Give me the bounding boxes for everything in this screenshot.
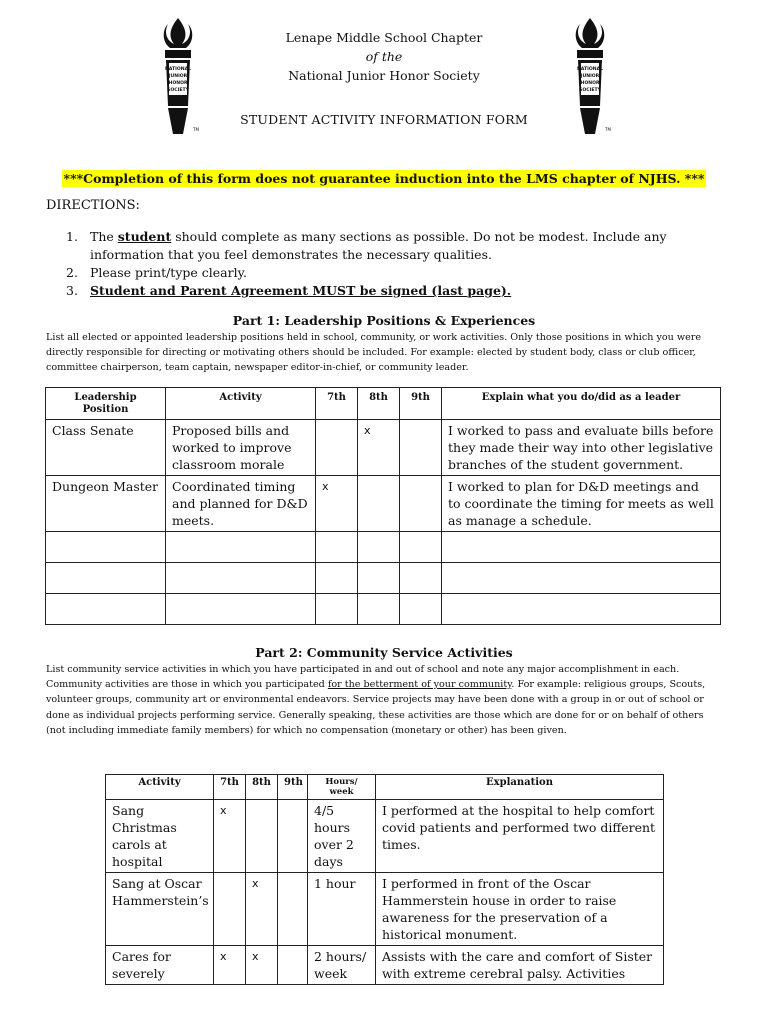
induction-notice [0, 168, 768, 187]
logo-text-line4: SOCIETY [579, 88, 601, 93]
empty-table-row [46, 563, 721, 594]
explanation-cell[interactable] [442, 532, 721, 563]
hours-cell[interactable]: 1 hour [308, 873, 376, 946]
table-row [46, 420, 721, 476]
grade-7-cell[interactable]: x [316, 476, 358, 532]
community-service-table [105, 774, 664, 985]
grade-9-cell[interactable] [400, 476, 442, 532]
activity-cell[interactable]: Cares for severely [106, 946, 214, 985]
form-title: STUDENT ACTIVITY INFORMATION FORM [240, 112, 528, 127]
position-cell[interactable]: Class Senate [46, 420, 166, 476]
direction-number: 1. [66, 229, 78, 244]
chapter-of-the: of the [365, 49, 403, 64]
grade-7-cell[interactable] [316, 594, 358, 625]
activity-cell[interactable] [166, 563, 316, 594]
chapter-header [0, 28, 768, 85]
part1-title: Part 1: Leadership Positions & Experiences [232, 313, 536, 328]
part2-title: Part 2: Community Service Activities [255, 645, 513, 660]
grade-8-cell[interactable]: x [246, 946, 278, 985]
grade-8-cell[interactable] [358, 563, 400, 594]
grade-9-cell[interactable] [278, 800, 308, 873]
grade-8-cell[interactable] [358, 532, 400, 563]
induction-notice-text: ***Completion of this form does not guarantee induction into the LMS chapter of NJHS. *** [63, 171, 705, 186]
position-cell[interactable] [46, 594, 166, 625]
explanation-cell[interactable] [442, 563, 721, 594]
direction-item [66, 228, 726, 264]
logo-text-line2: JUNIOR [580, 74, 600, 79]
directions-list [66, 228, 726, 300]
grade-8-cell[interactable]: x [358, 420, 400, 476]
grade-7-cell[interactable] [214, 873, 246, 946]
explanation-cell[interactable] [442, 594, 721, 625]
column-header: 7th [316, 388, 358, 420]
column-header: Activity [166, 388, 316, 420]
grade-9-cell[interactable] [278, 946, 308, 985]
column-header: Hours/ week [308, 775, 376, 800]
grade-9-cell[interactable] [400, 420, 442, 476]
explanation-cell[interactable]: I performed in front of the Oscar Hammerstein house in order to raise awareness for the preservation of a historical monument. [376, 873, 664, 946]
grade-7-cell[interactable] [316, 420, 358, 476]
activity-cell[interactable]: Coordinated timing and planned for D&D meets. [166, 476, 316, 532]
grade-9-cell[interactable] [278, 873, 308, 946]
explanation-cell[interactable]: I worked to pass and evaluate bills before they made their way into other legislative branches of the student government. [442, 420, 721, 476]
logo-tm: TM [193, 127, 199, 132]
direction-text: The student should complete as many sections as possible. Do not be modest. Include any information that you feel demonstrates the necessary qualities. [90, 229, 667, 262]
column-header: 7th [214, 775, 246, 800]
grade-9-cell[interactable] [400, 594, 442, 625]
grade-7-cell[interactable] [316, 532, 358, 563]
grade-8-cell[interactable] [246, 800, 278, 873]
activity-cell[interactable] [166, 532, 316, 563]
table-row [106, 946, 664, 985]
hours-cell[interactable]: 2 hours/ week [308, 946, 376, 985]
grade-8-cell[interactable] [358, 476, 400, 532]
direction-number: 2. [66, 265, 78, 280]
grade-8-cell[interactable]: x [246, 873, 278, 946]
table-header-row [46, 388, 721, 420]
logo-tm: TM [605, 127, 611, 132]
leadership-table [45, 387, 721, 625]
column-header: 8th [358, 388, 400, 420]
empty-table-row [46, 532, 721, 563]
logo-text-line1: NATIONAL [576, 67, 604, 72]
grade-8-cell[interactable] [358, 594, 400, 625]
column-header: 9th [278, 775, 308, 800]
table-row [106, 873, 664, 946]
explanation-cell[interactable]: I worked to plan for D&D meetings and to coordinate the timing for meets as well as manage a schedule. [442, 476, 721, 532]
activity-cell[interactable]: Proposed bills and worked to improve classroom morale [166, 420, 316, 476]
table-row [106, 800, 664, 873]
explanation-cell[interactable]: I performed at the hospital to help comfort covid patients and performed two different times. [376, 800, 664, 873]
logo-text-line3: HONOR [168, 81, 188, 86]
explanation-cell[interactable]: Assists with the care and comfort of Sister with extreme cerebral palsy. Activities [376, 946, 664, 985]
column-header: Leadership Position [46, 388, 166, 420]
direction-text: Please print/type clearly. [90, 265, 247, 280]
column-header: 9th [400, 388, 442, 420]
activity-cell[interactable]: Sang Christmas carols at hospital [106, 800, 214, 873]
chapter-name: Lenape Middle School Chapter [285, 30, 483, 45]
directions-heading: DIRECTIONS: [46, 198, 140, 213]
table-header-row [106, 775, 664, 800]
direction-text: Student and Parent Agreement MUST be signed (last page). [90, 283, 512, 298]
direction-number: 3. [66, 283, 78, 298]
empty-table-row [46, 594, 721, 625]
logo-text-line2: JUNIOR [168, 74, 188, 79]
position-cell[interactable] [46, 563, 166, 594]
part1-description: List all elected or appointed leadership positions held in school, community, or work activities. Only those positions in which you were directly responsible for directing or motivating others should be included. For example: elected by student body, class or club officer, committee chairperson, team captain, newspaper editor-in-chief, or community leader. [46, 332, 702, 374]
logo-text-line1: NATIONAL [164, 67, 192, 72]
position-cell[interactable]: Dungeon Master [46, 476, 166, 532]
part2-description: List community service activities in which you have participated in and out of school and note any major accomplishment in each. Community activities are those in which you participated for the betterment of your community. For example: religious groups, Scouts, volunteer groups, community art or environmental endeavors. Service projects may have been done with a group in or out of school or done as individual projects performing service. Generally speaking, these activities are those which are done for or on behalf of others (not including immediate family members) for which no compensation (monetary or other) has been given. [46, 664, 706, 736]
grade-9-cell[interactable] [400, 563, 442, 594]
logo-text-line3: HONOR [580, 81, 600, 86]
direction-item [66, 264, 726, 282]
grade-9-cell[interactable] [400, 532, 442, 563]
column-header: Explanation [376, 775, 664, 800]
column-header: 8th [246, 775, 278, 800]
logo-text-line4: SOCIETY [167, 88, 189, 93]
position-cell[interactable] [46, 532, 166, 563]
grade-7-cell[interactable]: x [214, 946, 246, 985]
society-name: National Junior Honor Society [288, 68, 480, 83]
grade-7-cell[interactable]: x [214, 800, 246, 873]
column-header: Activity [106, 775, 214, 800]
column-header: Explain what you do/did as a leader [442, 388, 721, 420]
table-row [46, 476, 721, 532]
activity-cell[interactable]: Sang at Oscar Hammerstein’s [106, 873, 214, 946]
hours-cell[interactable]: 4/5 hours over 2 days [308, 800, 376, 873]
activity-cell[interactable] [166, 594, 316, 625]
direction-item [66, 282, 726, 300]
grade-7-cell[interactable] [316, 563, 358, 594]
